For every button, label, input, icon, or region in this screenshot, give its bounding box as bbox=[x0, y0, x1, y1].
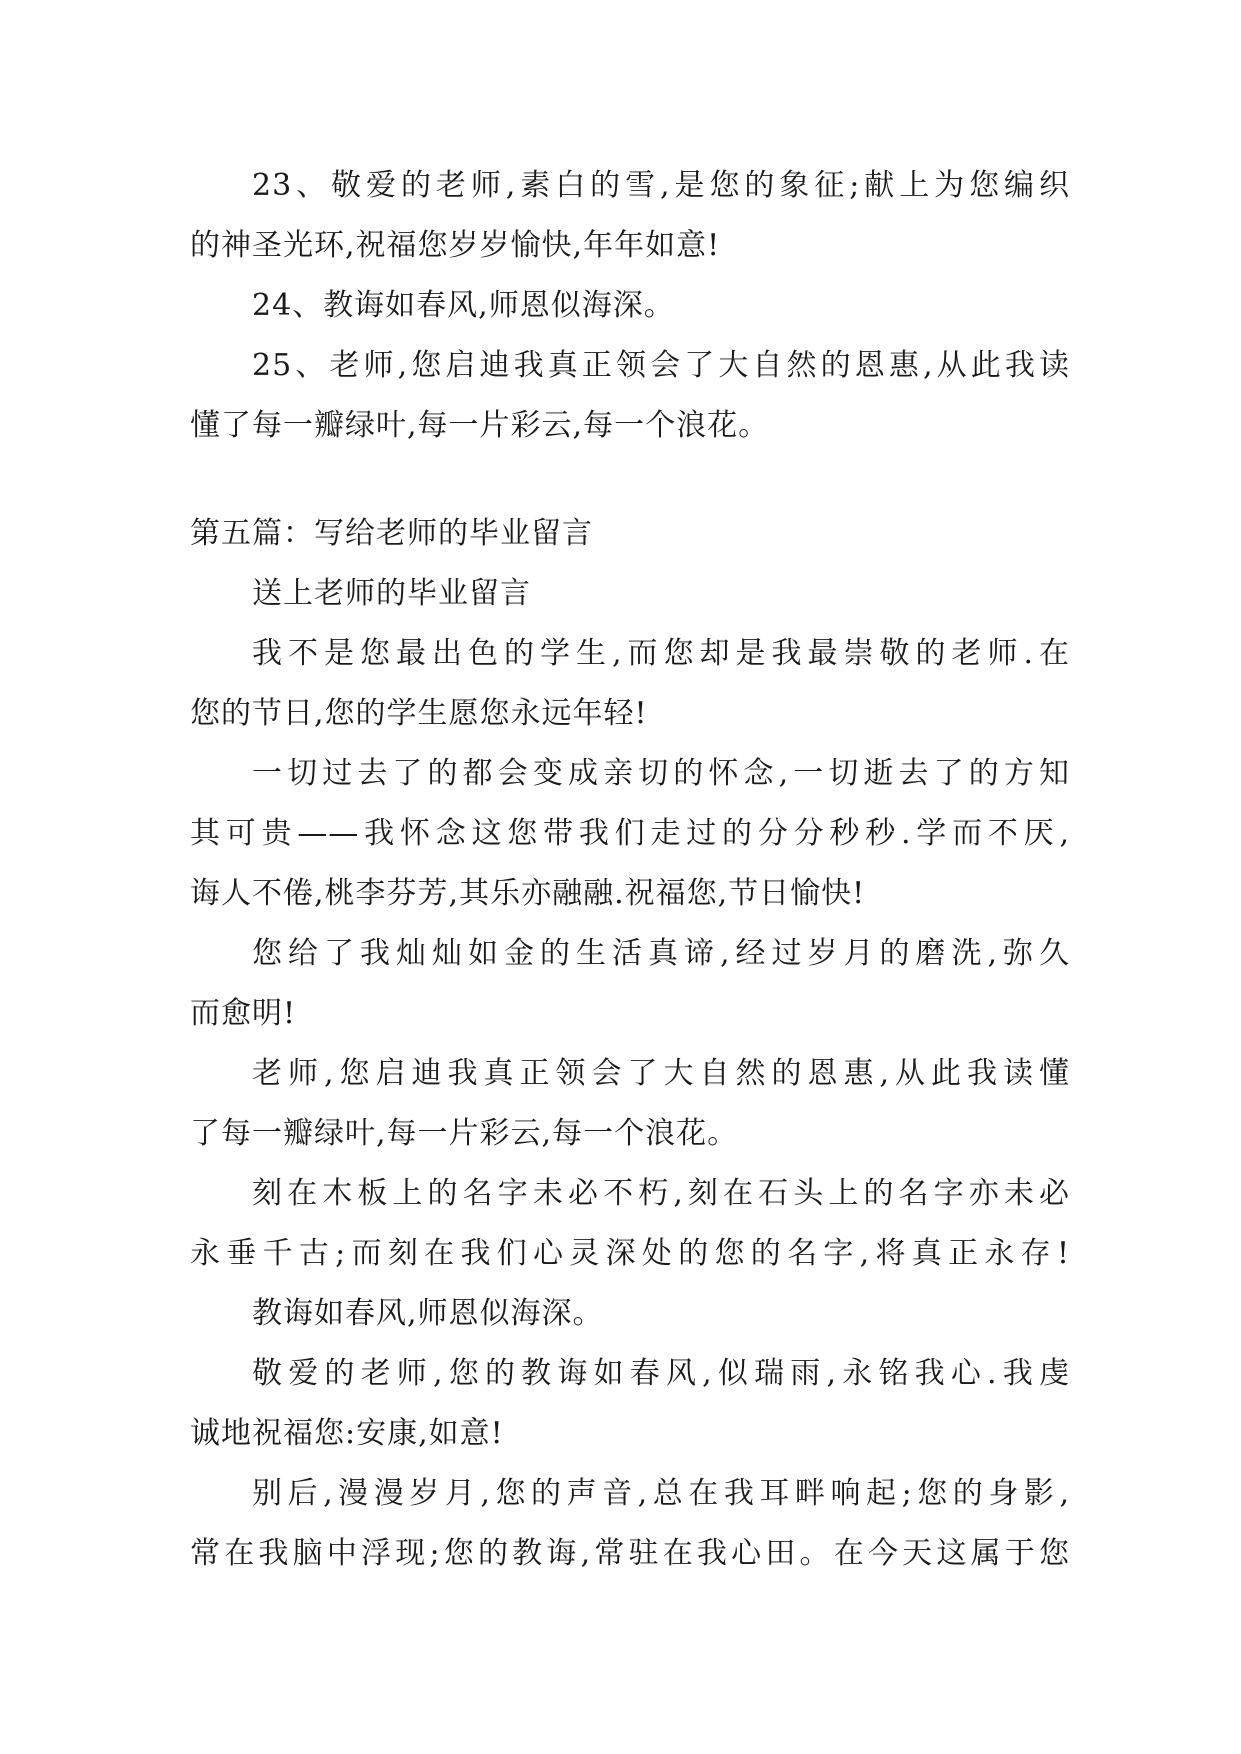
text-line: 了每一瓣绿叶,每一片彩云,每一个浪花。 bbox=[190, 1116, 739, 1151]
text-line: 24、教诲如春风,师恩似海深。 bbox=[252, 288, 675, 323]
text-line: 其可贵——我怀念这您带我们走过的分分秒秒.学而不厌, bbox=[190, 816, 1070, 851]
section-heading: 第五篇：写给老师的毕业留言 bbox=[190, 516, 593, 551]
text-line: 一切过去了的都会变成亲切的怀念,一切逝去了的方知 bbox=[252, 756, 1070, 791]
text-line: 25、老师,您启迪我真正领会了大自然的恩惠,从此我读 bbox=[252, 348, 1070, 383]
text-line: 而愈明! bbox=[190, 996, 297, 1031]
text-line: 教诲如春风,师恩似海深。 bbox=[252, 1296, 604, 1331]
text-line: 懂了每一瓣绿叶,每一片彩云,每一个浪花。 bbox=[190, 408, 770, 443]
text-line: 常在我脑中浮现;您的教诲,常驻在我心田。在今天这属于您 bbox=[190, 1536, 1070, 1571]
text-line: 23、敬爱的老师,素白的雪,是您的象征;献上为您编织 bbox=[252, 168, 1070, 203]
text-line: 您给了我灿灿如金的生活真谛,经过岁月的磨洗,弥久 bbox=[252, 936, 1070, 971]
text-line: 敬爱的老师,您的教诲如春风,似瑞雨,永铭我心.我虔 bbox=[252, 1356, 1070, 1391]
text-line: 老师,您启迪我真正领会了大自然的恩惠,从此我读懂 bbox=[252, 1056, 1070, 1091]
text-line: 的神圣光环,祝福您岁岁愉快,年年如意! bbox=[190, 228, 721, 263]
text-line: 永垂千古;而刻在我们心灵深处的您的名字,将真正永存! bbox=[190, 1236, 1070, 1271]
text-line: 诚地祝福您:安康,如意! bbox=[190, 1416, 504, 1451]
text-line: 别后,漫漫岁月,您的声音,总在我耳畔响起;您的身影, bbox=[252, 1476, 1070, 1511]
text-line: 刻在木板上的名字未必不朽,刻在石头上的名字亦未必 bbox=[252, 1176, 1070, 1211]
section-subtitle: 送上老师的毕业留言 bbox=[252, 576, 531, 611]
text-line: 您的节日,您的学生愿您永远年轻! bbox=[190, 696, 648, 731]
text-line: 我不是您最出色的学生,而您却是我最崇敬的老师.在 bbox=[252, 636, 1070, 671]
text-line: 诲人不倦,桃李芬芳,其乐亦融融.祝福您,节日愉快! bbox=[190, 876, 866, 911]
